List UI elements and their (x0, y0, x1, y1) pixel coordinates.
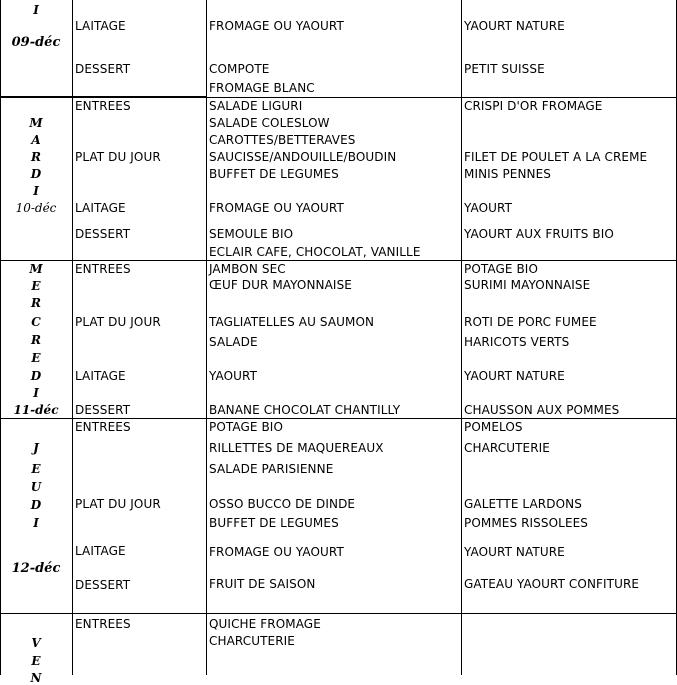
day-letter: R (31, 333, 41, 347)
menu1-item: ŒUF DUR MAYONNAISE (209, 278, 352, 292)
category-label: ENTREES (75, 99, 131, 113)
day-letter: D (30, 369, 42, 383)
day-date: 09-déc (11, 35, 61, 50)
menu1-item: FRUIT DE SAISON (209, 577, 316, 591)
menu2-item: POMELOS (464, 420, 523, 434)
menu1-item: SALADE COLESLOW (209, 116, 330, 130)
menu1-item: SALADE PARISIENNE (209, 462, 334, 476)
menu1-item: OSSO BUCCO DE DINDE (209, 497, 356, 511)
category-label: ENTREES (75, 262, 131, 276)
category-label: LAITAGE (75, 544, 126, 558)
day-date: 11-déc (13, 403, 59, 417)
menu1-item: BUFFET DE LEGUMES (209, 167, 339, 181)
day-letter: I (33, 3, 39, 17)
menu1-item: JAMBON SEC (209, 262, 286, 276)
menu2-item: GALETTE LARDONS (464, 497, 582, 511)
category-label: DESSERT (75, 578, 131, 592)
day-letter: A (31, 133, 41, 147)
category-label: LAITAGE (75, 369, 126, 383)
category-label: LAITAGE (75, 19, 126, 33)
category-label: PLAT DU JOUR (75, 150, 161, 164)
category-label: DESSERT (75, 62, 131, 76)
menu1-item: SALADE LIGURI (209, 99, 303, 113)
menu1-item: FROMAGE BLANC (209, 81, 315, 95)
menu1-item: SALADE (209, 335, 258, 349)
menu1-item: YAOURT (209, 369, 258, 383)
day-date: 12-déc (11, 561, 61, 576)
menu2-item: GATEAU YAOURT CONFITURE (464, 577, 640, 591)
day-letter: R (31, 296, 41, 310)
day-letter: N (30, 671, 42, 685)
menu2-item: SURIMI MAYONNAISE (464, 278, 591, 292)
day-letter: U (30, 480, 42, 494)
grid-line-tuesday-end (0, 260, 677, 261)
day-letter: R (31, 150, 41, 164)
day-letter: E (31, 462, 41, 476)
menu2-item: CHAUSSON AUX POMMES (464, 403, 620, 417)
grid-line-day-col (72, 0, 73, 675)
menu2-item: POMMES RISSOLEES (464, 516, 589, 530)
day-letter: V (31, 636, 41, 650)
grid-line-wednesday-end (0, 418, 677, 419)
menu1-item: FROMAGE OU YAOURT (209, 545, 344, 559)
menu2-item: MINIS PENNES (464, 167, 552, 181)
menu2-item: PETIT SUISSE (464, 62, 545, 76)
day-letter: E (31, 654, 41, 668)
day-letter: J (33, 441, 39, 455)
menu2-item: ROTI DE PORC FUMEE (464, 315, 597, 329)
menu1-item: RILLETTES DE MAQUEREAUX (209, 441, 384, 455)
day-letter: M (29, 116, 43, 130)
menu2-item: HARICOTS VERTS (464, 335, 570, 349)
menu1-item: BUFFET DE LEGUMES (209, 516, 339, 530)
day-letter: D (30, 167, 42, 181)
menu1-item: COMPOTE (209, 62, 270, 76)
menu1-item: TAGLIATELLES AU SAUMON (209, 315, 375, 329)
menu2-item: POTAGE BIO (464, 262, 538, 276)
category-label: LAITAGE (75, 201, 126, 215)
grid-line-thursday-end (0, 613, 677, 614)
day-letter: I (33, 516, 39, 530)
category-label: PLAT DU JOUR (75, 497, 161, 511)
menu2-item: YAOURT AUX FRUITS BIO (464, 227, 614, 241)
category-label: ENTREES (75, 420, 131, 434)
day-letter: M (29, 262, 43, 276)
menu1-item: ECLAIR CAFE, CHOCOLAT, VANILLE (209, 245, 421, 259)
day-date: 10-déc (15, 201, 57, 215)
menu2-item: YAOURT NATURE (464, 545, 565, 559)
menu2-item: YAOURT NATURE (464, 19, 565, 33)
menu2-item: FILET DE POULET A LA CREME (464, 150, 648, 164)
category-label: DESSERT (75, 403, 131, 417)
menu1-item: FROMAGE OU YAOURT (209, 19, 344, 33)
day-letter: I (33, 386, 39, 400)
menu1-item: POTAGE BIO (209, 420, 283, 434)
category-label: ENTREES (75, 617, 131, 631)
category-label: PLAT DU JOUR (75, 315, 161, 329)
menu2-item: CRISPI D'OR FROMAGE (464, 99, 603, 113)
menu1-item: BANANE CHOCOLAT CHANTILLY (209, 403, 401, 417)
day-letter: C (31, 315, 41, 329)
menu1-item: QUICHE FROMAGE (209, 617, 321, 631)
category-label: DESSERT (75, 227, 131, 241)
day-letter: I (33, 184, 39, 198)
menu1-item: FROMAGE OU YAOURT (209, 201, 344, 215)
day-letter: E (31, 279, 41, 293)
day-letter: D (30, 498, 42, 512)
menu1-item: SAUCISSE/ANDOUILLE/BOUDIN (209, 150, 397, 164)
menu2-item: CHARCUTERIE (464, 441, 550, 455)
grid-line-menu1-col (461, 0, 462, 675)
grid-line-cat-col (206, 0, 207, 675)
menu2-item: YAOURT NATURE (464, 369, 565, 383)
menu1-item: SEMOULE BIO (209, 227, 294, 241)
menu1-item: CHARCUTERIE (209, 634, 295, 648)
menu2-item: YAOURT (464, 201, 513, 215)
menu1-item: CAROTTES/BETTERAVES (209, 133, 356, 147)
day-letter: E (31, 351, 41, 365)
grid-line-monday-end (0, 97, 677, 98)
